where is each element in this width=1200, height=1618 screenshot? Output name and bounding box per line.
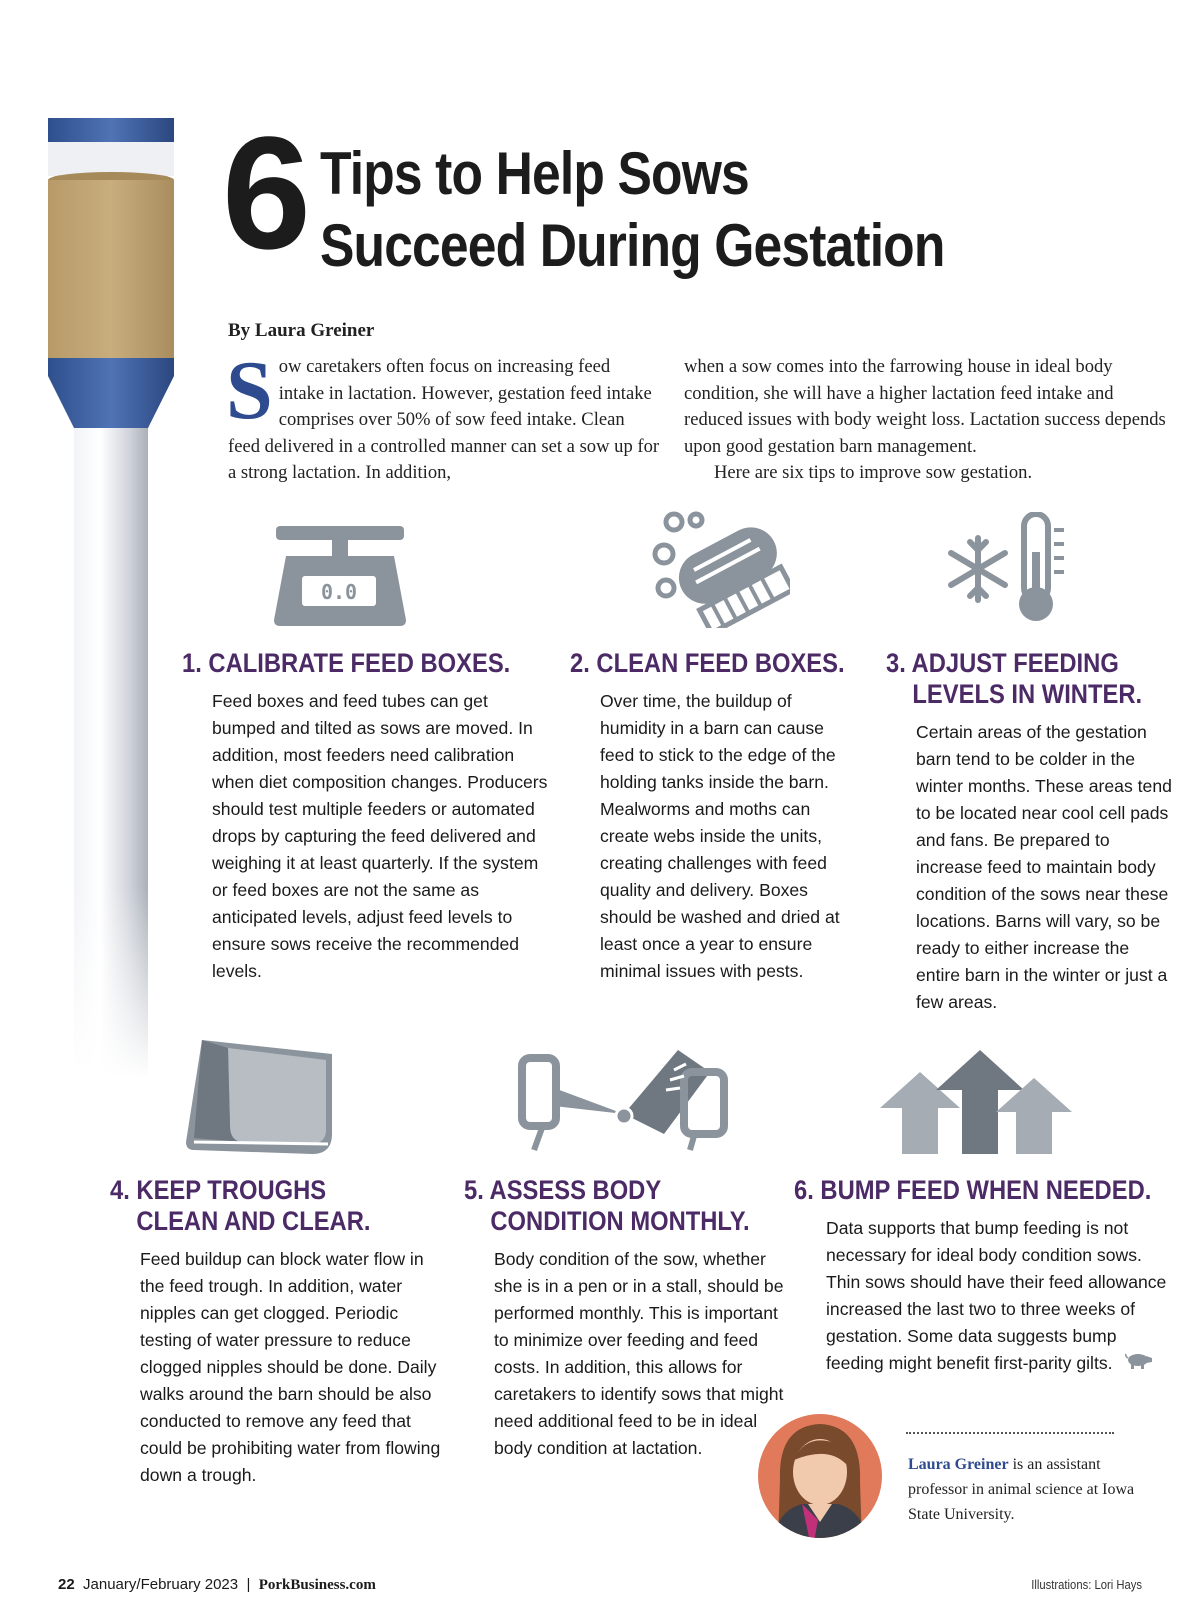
tip-6-body-text: Data supports that bump feeding is not necessary for ideal body condition sows. Thin sows should have their feed allowance increased the last two to three weeks of gestation. Some data suggests bump feeding might benefit first-parity gilts. [826, 1218, 1167, 1373]
tip-1-body: Feed boxes and feed tubes can get bumped and tilted as sows are moved. In addition, most feeders need calibration when diet composition changes. Producers should test multiple feeders or automated drops by capturing the feed delivered and weighing it at least quarterly. If the system or feed boxes are not the same as anticipated levels, adjust feed levels to ensure sows receive the recommended levels. [212, 691, 548, 981]
tip-1-title [182, 648, 510, 679]
scale-icon [272, 526, 408, 626]
tip-5-body: Body condition of the sow, whether she is in a pen or in a stall, should be performed monthly. This is important to minimize over feeding and feed costs. In addition, this allows for caretakers to identify sows that might need additional feed to be in ideal body condition at lactation. [494, 1249, 784, 1458]
publication-name: PorkBusiness.com [258, 1577, 376, 1593]
tip-6-body [826, 1215, 1168, 1378]
tip-4-body: Feed buildup can block water flow in the feed trough. In addition, water nipples can get clogged. Periodic testing of water pressure to reduce clogged nipples should be done. Daily walks around the barn should be also conducted to remove any feed that could be prohibiting water from flowing down a trough. [140, 1249, 441, 1485]
tip-5-title-line-2: CONDITION MONTHLY. [490, 1206, 750, 1236]
tip-2-title-line: 2. CLEAN FEED BOXES. [570, 648, 845, 678]
issue-date: January/February 2023 [83, 1576, 239, 1593]
tip-2-title [570, 648, 845, 679]
tip-3-title-line-1: 3. ADJUST FEEDING [886, 648, 1119, 678]
author-photo [758, 1410, 882, 1547]
tip-6-title-line: 6. BUMP FEED WHEN NEEDED. [794, 1175, 1152, 1205]
headline-number: 6 [222, 103, 305, 282]
tip-6-title [794, 1175, 1151, 1206]
feed-trough-icon [182, 1034, 342, 1160]
intro-text-left: ow caretakers often focus on increasing feed intake in lactation. However, gestation feed intake comprises over 50% of sow feed intake. Clean feed delivered in a controlled manner can set a sow up for a strong lactation. In addition, [228, 356, 660, 484]
footer-folio [58, 1576, 376, 1594]
tip-2-body: Over time, the buildup of humidity in a barn can cause feed to stick to the edge of the holding tanks inside the barn. Mealworms and moths can create webs inside the units, creating challenges with feed quality and delivery. Boxes should be washed and dried at least once a year to ensure minimal issues with pests. [600, 691, 840, 981]
tip-5-title-line-1: 5. ASSESS BODY [464, 1175, 662, 1205]
byline: By Laura Greiner [228, 320, 375, 341]
tip-4-title-line-2: CLEAN AND CLEAR. [136, 1206, 371, 1236]
up-arrows-icon [880, 1050, 1076, 1154]
bio-divider [906, 1432, 1114, 1434]
author-bio-text: is an assistant professor in animal science at Iowa State University. [908, 1456, 1135, 1523]
intro-text-right: when a sow comes into the farrowing house in ideal body condition, she will have a higher lactation feed intake and reduced issues with body weight loss. Lactation success depends upon good gestation barn management. [684, 356, 1166, 457]
footer-separator: | [246, 1576, 251, 1593]
author-bio-name: Laura Greiner [908, 1456, 1009, 1473]
calipers-icon [514, 1044, 734, 1154]
intro-text-right-2: Here are six tips to improve sow gestation. [714, 462, 1033, 484]
scrub-brush-icon [650, 508, 790, 628]
tip-1-title-line: 1. CALIBRATE FEED BOXES. [182, 648, 511, 678]
feed-tube-illustration [48, 118, 180, 1078]
page-number: 22 [58, 1576, 75, 1593]
snowflake-thermometer-icon [944, 512, 1068, 624]
illustration-credit: Illustrations: Lori Hays [1031, 1578, 1142, 1592]
tip-3-body: Certain areas of the gestation barn tend to be colder in the winter months. These areas tend to be located near cool cell pads and fans. Be prepared to increase feed to maintain body condition of the sows near these locations. Barns will vary, so be ready to either increase the entire barn in the winter or just a few areas. [916, 722, 1172, 1012]
tip-3-title [886, 648, 1142, 710]
headline [320, 138, 944, 282]
tip-4-title-line-1: 4. KEEP TROUGHS [110, 1175, 327, 1205]
tip-3-title-line-2: LEVELS IN WINTER. [912, 679, 1143, 709]
scale-display: 0.0 [320, 580, 358, 604]
tip-5-title [464, 1175, 750, 1237]
intro-column-left [226, 344, 660, 487]
drop-cap: S [226, 344, 273, 437]
intro-column-right [684, 354, 1174, 487]
headline-line-2: Succeed During Gestation [320, 212, 945, 279]
tip-4-title [110, 1175, 370, 1237]
author-bio [908, 1452, 1148, 1527]
headline-line-1: Tips to Help Sows [320, 140, 749, 207]
pig-icon [1125, 1351, 1153, 1378]
